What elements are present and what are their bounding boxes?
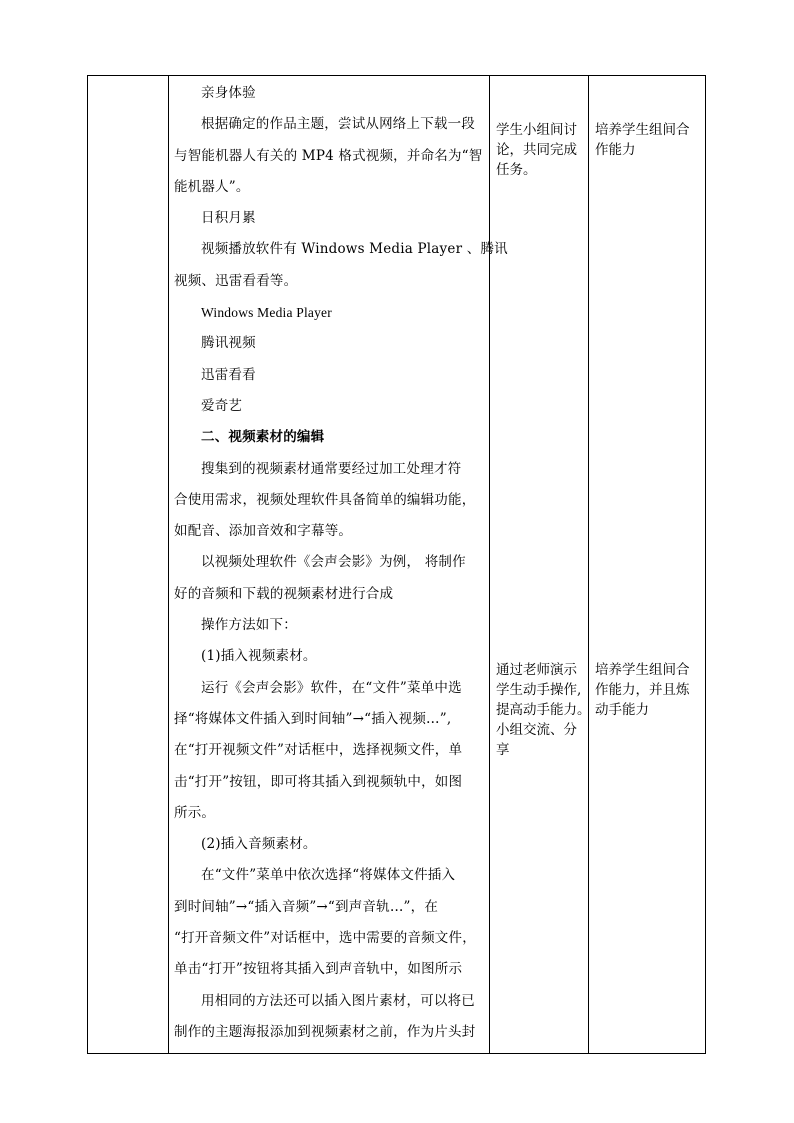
text-line: 爱奇艺	[201, 397, 243, 414]
lesson-table	[87, 75, 706, 1054]
text-line: 能机器人”。	[174, 178, 250, 195]
column-divider	[588, 76, 589, 1053]
column-divider	[489, 76, 490, 1053]
text-line: 以视频处理软件《会声会影》为例， 将制作	[201, 554, 466, 571]
text-line: 合使用需求，视频处理软件具备简单的编辑功能，	[174, 491, 476, 508]
text-line: 日积月累	[201, 210, 256, 227]
student-activity-block-1	[496, 120, 577, 180]
text-line: 享	[496, 742, 510, 758]
text-line: 动手能力	[595, 702, 649, 718]
text-line: 腾讯视频	[201, 335, 256, 352]
text-line: 与智能机器人有关的 MP4 格式视频，并命名为“智	[174, 147, 483, 164]
design-intent-block-1	[595, 120, 690, 160]
text-line: 提高动手能力。	[496, 702, 591, 718]
text-line: 培养学生组间合	[595, 662, 690, 678]
text-line: Windows Media Player	[201, 305, 332, 321]
text-line: 通过老师演示	[496, 662, 577, 678]
text-line: 好的音频和下载的视频素材进行合成	[174, 585, 394, 602]
text-line: 运行《会声会影》软件，在“文件”菜单中选	[201, 679, 462, 696]
text-line: 击“打开”按钮，即可将其插入到视频轨中，如图	[174, 773, 463, 790]
text-line: 到时间轴”→“插入音频”→“到声音轨…”，在	[174, 898, 439, 915]
text-line: 视频播放软件有 Windows Media Player 、腾讯	[201, 241, 508, 258]
text-line: (1)插入视频素材。	[201, 648, 317, 665]
design-intent-block-2	[595, 660, 690, 720]
text-line: (2)插入音频素材。	[201, 836, 317, 853]
text-line: 培养学生组间合	[595, 122, 690, 138]
text-line: 制作的主题海报添加到视频素材之前，作为片头封	[174, 1023, 476, 1040]
text-line: 在“文件”菜单中依次选择“将媒体文件插入	[201, 867, 456, 884]
text-line: 用相同的方法还可以插入图片素材，可以将已	[201, 992, 475, 1009]
text-line: 如配音、添加音效和字幕等。	[174, 523, 353, 540]
text-line: 在“打开视频文件”对话框中，选择视频文件，单	[174, 742, 463, 759]
student-activity-block-2	[496, 660, 591, 760]
text-line: 视频、迅雷看看等。	[174, 272, 298, 289]
text-line: 根据确定的作品主题，尝试从网络上下载一段	[201, 116, 475, 133]
text-line: 搜集到的视频素材通常要经过加工处理才符	[201, 460, 462, 477]
text-line: 作能力，并且炼	[595, 682, 690, 698]
text-line: 择“将媒体文件插入到时间轴”→“插入视频…”,	[174, 710, 452, 727]
teaching-content-column	[168, 76, 508, 1048]
text-line: 作能力	[595, 142, 636, 158]
text-line: 学生小组间讨	[496, 122, 577, 138]
text-line: 所示。	[174, 804, 216, 821]
text-line: 任务。	[496, 162, 537, 178]
text-line: 操作方法如下：	[201, 617, 297, 634]
text-line: 迅雷看看	[201, 366, 256, 383]
text-line: 小组交流、分	[496, 722, 577, 738]
text-line: 论，共同完成	[496, 142, 577, 158]
text-line: 学生动手操作,	[496, 682, 582, 698]
text-line: 亲身体验	[201, 85, 256, 101]
section-heading: 二、视频素材的编辑	[201, 429, 325, 446]
text-line: 单击“打开”按钮将其插入到声音轨中，如图所示	[174, 961, 463, 978]
text-line: “打开音频文件”对话框中，选中需要的音频文件，	[174, 930, 476, 947]
